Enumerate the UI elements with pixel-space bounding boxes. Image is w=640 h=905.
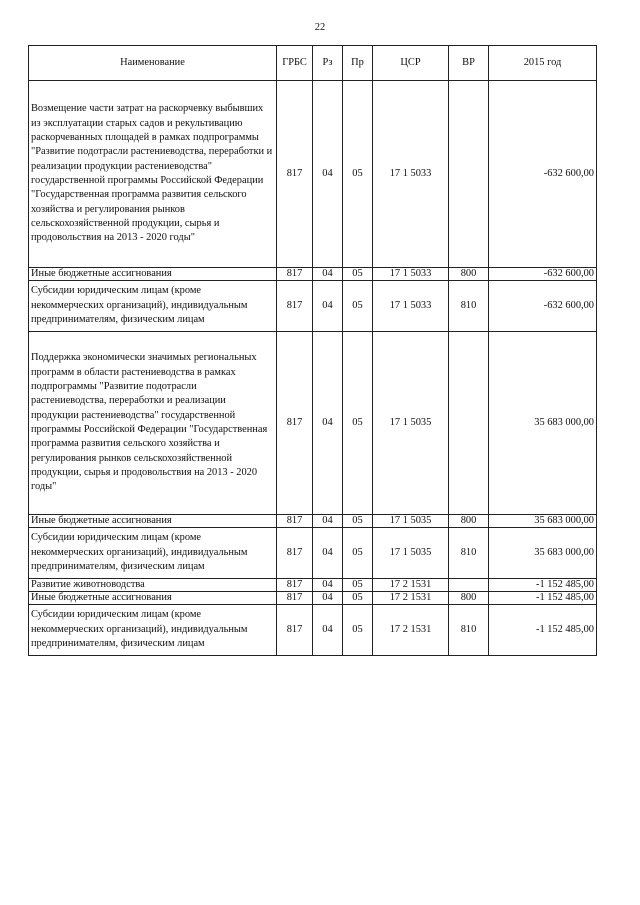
row-rz: 04 [313,592,343,605]
row-name: Возмещение части затрат на раскорчевку выбывших из эксплуатации старых садов и рекультивацию раскорчеванных площадей в рамках подпрограммы "Развитие подотрасли растениеводства, переработки и реализации продукции растениеводства" государственной программы Российской Федерации "Государственная программа развития сельского хозяйства и регулирования рынков сельскохозяйственной продукции, сырья и продовольствия на 2013 - 2020 годы" [29,81,277,268]
row-rz: 04 [313,579,343,592]
row-amount: -1 152 485,00 [489,605,597,656]
table-row [29,592,597,605]
row-name: Иные бюджетные ассигнования [29,268,277,281]
header-vr: ВР [449,46,489,81]
row-grbs: 817 [277,592,313,605]
row-vr: 800 [449,592,489,605]
row-name: Иные бюджетные ассигнования [29,515,277,528]
row-amount: 35 683 000,00 [489,515,597,528]
row-vr [449,579,489,592]
row-amount: -632 600,00 [489,268,597,281]
row-name: Поддержка экономически значимых региональных программ в области растениеводства в рамках подпрограммы "Развитие подотрасли растениеводства, переработки и реализации продукции растениеводства" государственной программы Российской Федерации "Государственная программа развития сельского хозяйства и регулирования рынков сельскохозяйственной продукции, сырья и продовольствия на 2013 - 2020 годы" [29,332,277,515]
row-csr: 17 1 5035 [373,515,449,528]
table-header-row [29,46,597,81]
row-pr: 05 [343,592,373,605]
row-amount: -1 152 485,00 [489,579,597,592]
table-row [29,605,597,656]
row-csr: 17 1 5033 [373,81,449,268]
row-grbs: 817 [277,81,313,268]
row-name: Иные бюджетные ассигнования [29,592,277,605]
row-pr: 05 [343,281,373,332]
row-rz: 04 [313,605,343,656]
row-csr: 17 2 1531 [373,605,449,656]
row-vr [449,81,489,268]
row-vr: 800 [449,268,489,281]
row-amount: -1 152 485,00 [489,592,597,605]
row-vr: 800 [449,515,489,528]
row-grbs: 817 [277,528,313,579]
row-rz: 04 [313,528,343,579]
row-csr: 17 1 5035 [373,332,449,515]
header-amount-2015: 2015 год [489,46,597,81]
row-grbs: 817 [277,332,313,515]
row-rz: 04 [313,268,343,281]
table-row [29,81,597,268]
table-row [29,515,597,528]
table-row [29,528,597,579]
row-vr: 810 [449,605,489,656]
row-amount: -632 600,00 [489,281,597,332]
row-pr: 05 [343,268,373,281]
table-row [29,332,597,515]
row-name: Развитие животноводства [29,579,277,592]
row-grbs: 817 [277,281,313,332]
row-pr: 05 [343,579,373,592]
row-pr: 05 [343,605,373,656]
row-grbs: 817 [277,268,313,281]
row-amount: 35 683 000,00 [489,332,597,515]
row-amount: -632 600,00 [489,81,597,268]
page-number: 22 [314,22,326,33]
row-grbs: 817 [277,605,313,656]
row-csr: 17 2 1531 [373,592,449,605]
row-pr: 05 [343,81,373,268]
row-rz: 04 [313,81,343,268]
header-name: Наименование [29,46,277,81]
header-csr: ЦСР [373,46,449,81]
row-pr: 05 [343,332,373,515]
table-row [29,579,597,592]
header-pr: Пр [343,46,373,81]
row-rz: 04 [313,281,343,332]
row-rz: 04 [313,332,343,515]
row-csr: 17 2 1531 [373,579,449,592]
row-pr: 05 [343,528,373,579]
table-row [29,281,597,332]
header-grbs: ГРБС [277,46,313,81]
table-row [29,268,597,281]
row-rz: 04 [313,515,343,528]
row-csr: 17 1 5035 [373,528,449,579]
row-csr: 17 1 5033 [373,281,449,332]
header-rz: Рз [313,46,343,81]
row-name: Субсидии юридическим лицам (кроме некоммерческих организаций), индивидуальным предпринимателям, физическим лицам [29,281,277,332]
row-pr: 05 [343,515,373,528]
row-name: Субсидии юридическим лицам (кроме некоммерческих организаций), индивидуальным предпринимателям, физическим лицам [29,528,277,579]
budget-table [28,45,597,656]
row-vr: 810 [449,281,489,332]
row-csr: 17 1 5033 [373,268,449,281]
row-amount: 35 683 000,00 [489,528,597,579]
row-name: Субсидии юридическим лицам (кроме некоммерческих организаций), индивидуальным предпринимателям, физическим лицам [29,605,277,656]
row-grbs: 817 [277,579,313,592]
row-grbs: 817 [277,515,313,528]
row-vr [449,332,489,515]
row-vr: 810 [449,528,489,579]
